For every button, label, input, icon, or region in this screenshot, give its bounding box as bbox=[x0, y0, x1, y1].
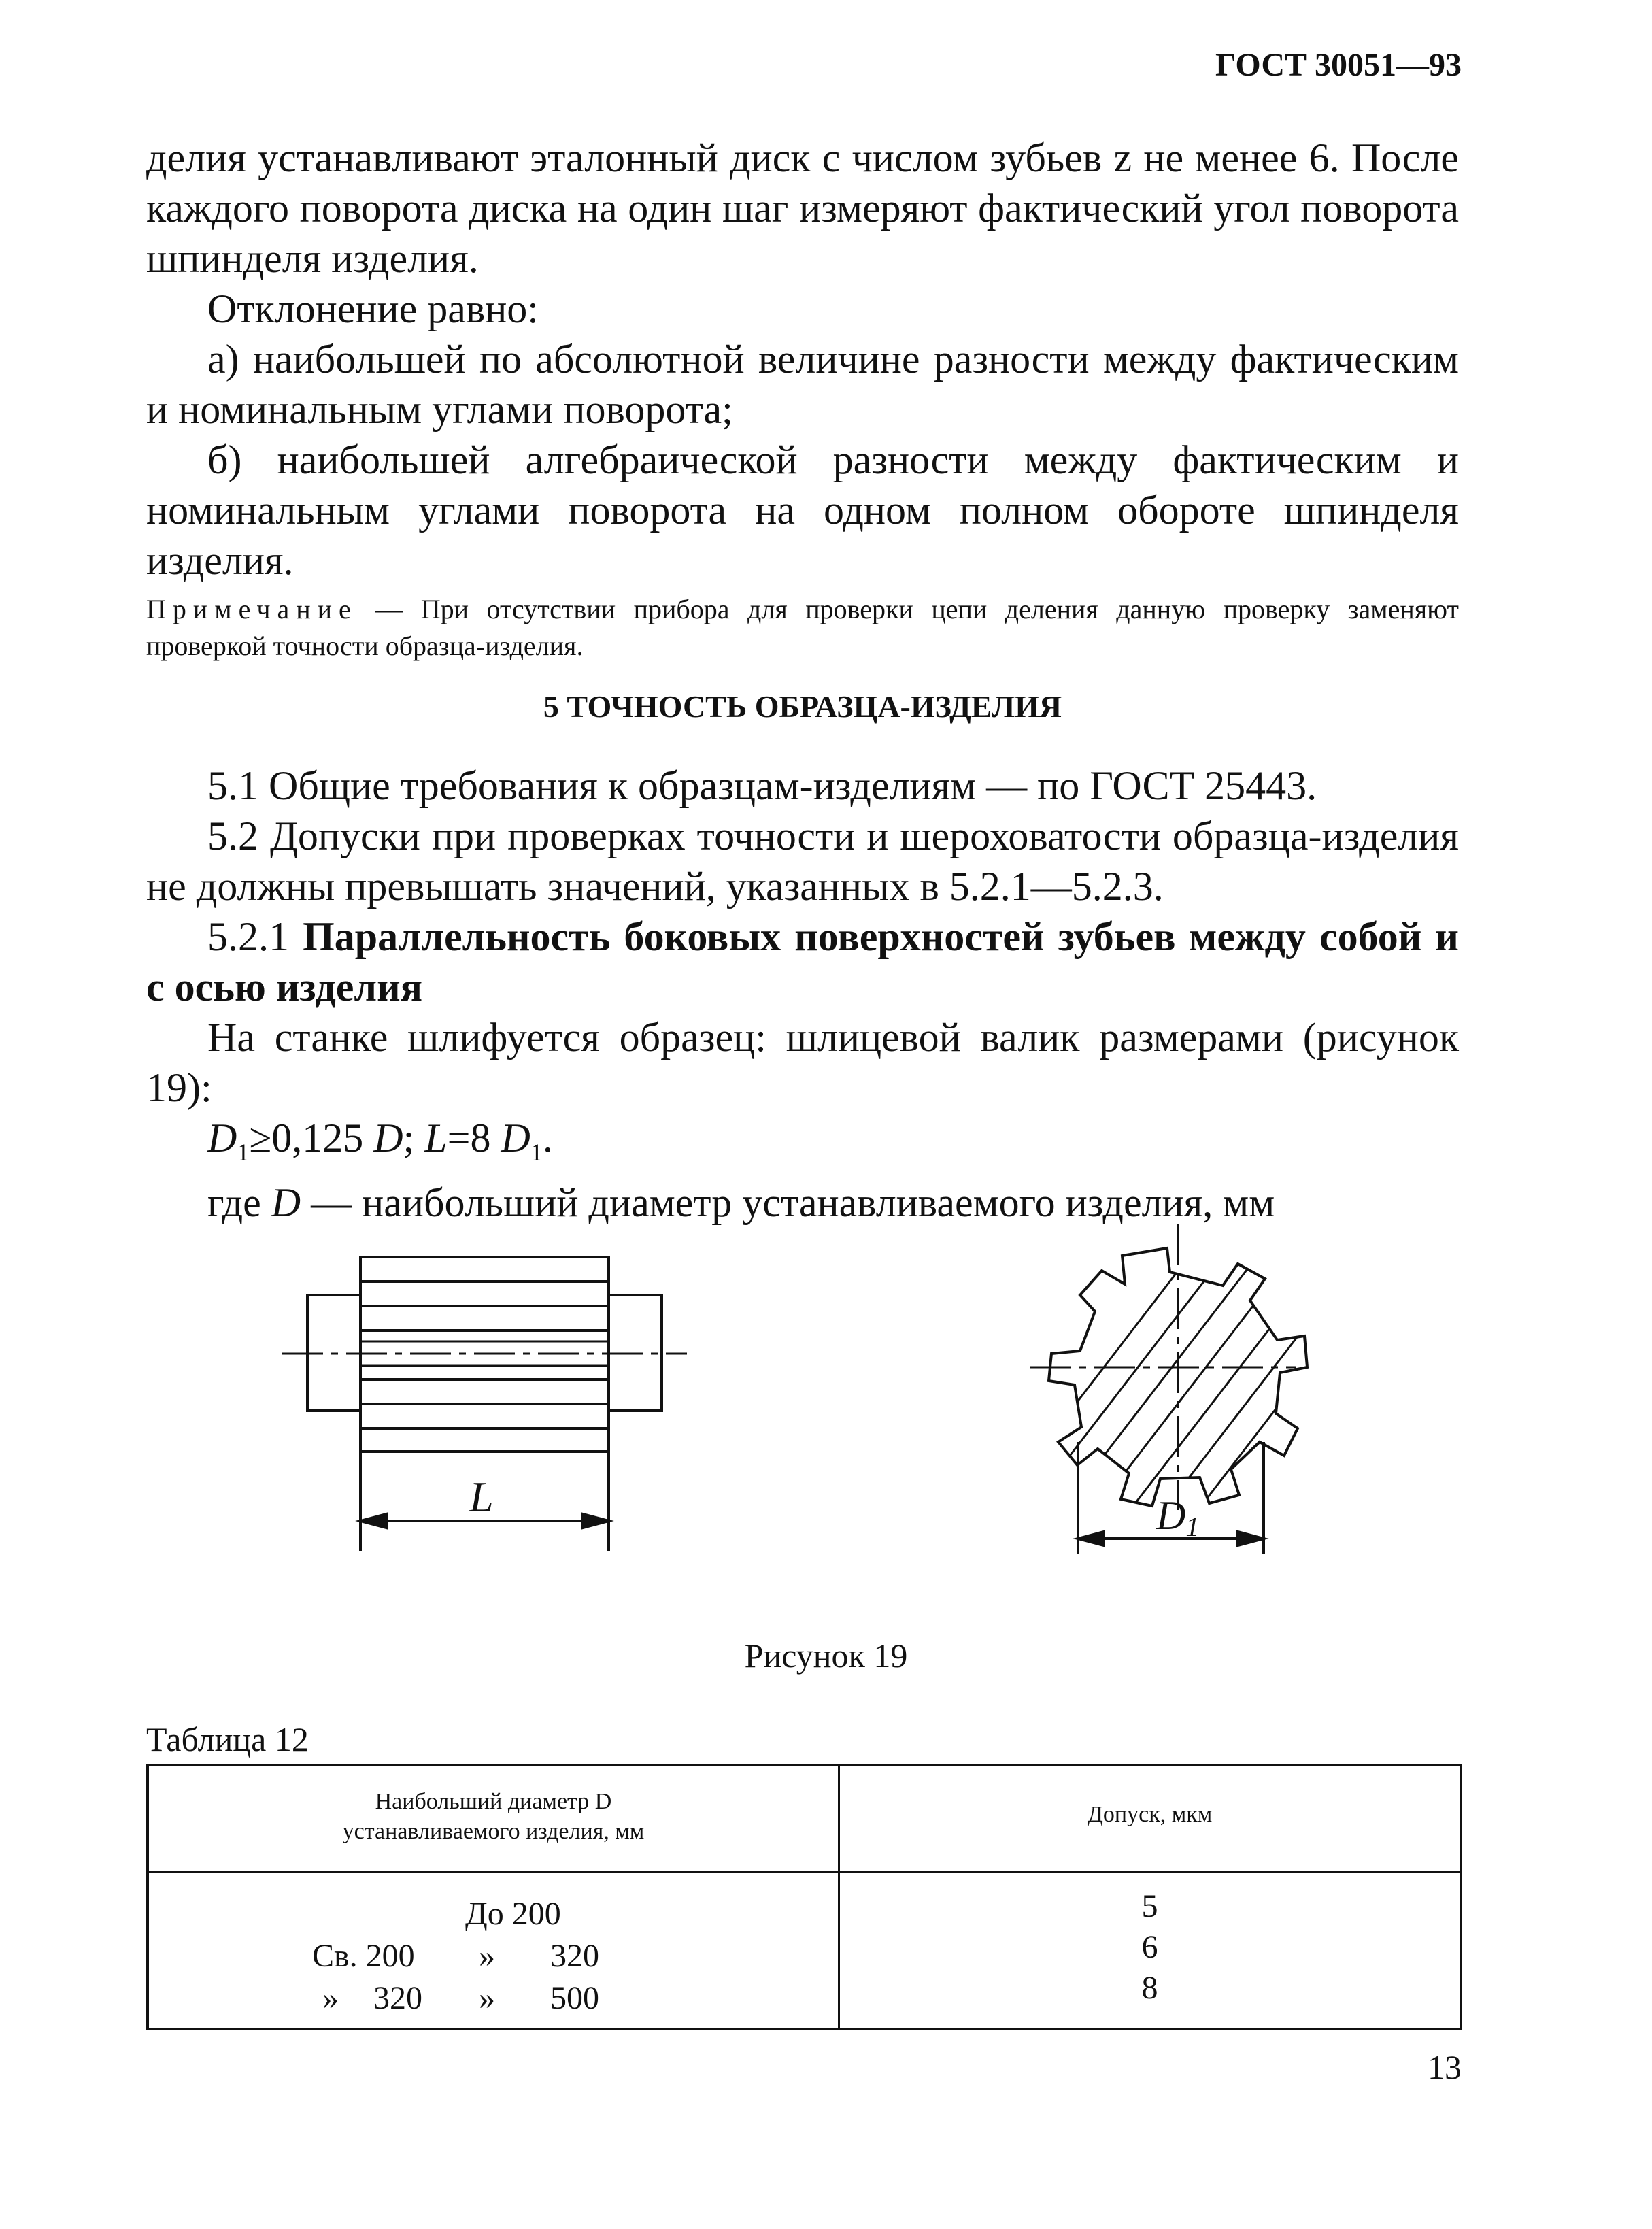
paragraph-5-2-1-number: 5.2.1 bbox=[207, 914, 303, 959]
note-text: — При отсутствии прибора для проверки цепи деления данную проверку заменяют проверкой точности образца-изделия. bbox=[146, 594, 1459, 661]
formula-var-d1: D bbox=[207, 1116, 237, 1160]
table-column-tolerance bbox=[840, 1886, 1460, 2009]
label-diameter-sub: 1 bbox=[1185, 1511, 1200, 1542]
table-header-divider bbox=[149, 1871, 1460, 1873]
table-label: Таблица 12 bbox=[146, 1720, 309, 1758]
paragraph-5-1: 5.1 Общие требования к образцам-изделиям — по ГОСТ 25443. bbox=[207, 763, 1317, 808]
table-cell-range: 320 bbox=[373, 1980, 422, 2016]
paragraph-deviation: Отклонение равно: bbox=[207, 286, 539, 331]
table-cell-range: До 200 bbox=[465, 1896, 561, 1932]
label-diameter bbox=[1156, 1493, 1199, 1542]
note-label: Примечание bbox=[146, 594, 358, 624]
table-12 bbox=[146, 1764, 1462, 2030]
where-rest: — наибольший диаметр устанавливаемого изделия, мм bbox=[301, 1180, 1275, 1225]
table-row bbox=[149, 1935, 838, 1977]
paragraph-item-a: а) наибольшей по абсолютной величине разности между фактическим и номинальным углами поворота; bbox=[146, 337, 1459, 432]
formula-sub-2: 1 bbox=[530, 1139, 543, 1166]
table-row bbox=[149, 1893, 838, 1935]
table-header-diameter bbox=[149, 1787, 838, 1847]
formula-var-d1b: D bbox=[501, 1116, 530, 1160]
table-header-diameter-line1: Наибольший диаметр D bbox=[375, 1789, 612, 1814]
table-cell-range: 320 bbox=[550, 1938, 599, 1974]
table-cell-value: 5 bbox=[1141, 1888, 1158, 1924]
table-cell-range: » bbox=[322, 1980, 339, 2016]
page-number: 13 bbox=[1428, 2048, 1462, 2086]
label-length: L bbox=[469, 1473, 494, 1521]
table-header-diameter-line2: устанавливаемого изделия, мм bbox=[342, 1819, 645, 1844]
table-cell-range: 500 bbox=[550, 1980, 599, 2016]
formula-part-1: ≥0,125 bbox=[249, 1116, 374, 1160]
paragraph-sample: На станке шлифуется образец: шлицевой валик размерами (рисунок 19): bbox=[146, 1015, 1459, 1110]
table-cell-range: » bbox=[479, 1938, 495, 1974]
table-cell-value: 8 bbox=[1141, 1970, 1158, 2006]
document-code: ГОСТ 30051—93 bbox=[1215, 47, 1462, 83]
table-column-diameter bbox=[149, 1893, 838, 2019]
table-cell-range: » bbox=[479, 1980, 495, 2016]
table-cell-range: Св. 200 bbox=[312, 1938, 415, 1974]
section-title: 5 ТОЧНОСТЬ ОБРАЗЦА-ИЗДЕЛИЯ bbox=[543, 689, 1062, 724]
where-var: D bbox=[271, 1180, 301, 1225]
figure-caption: Рисунок 19 bbox=[744, 1637, 908, 1675]
formula-end: . bbox=[542, 1116, 553, 1160]
where-prefix: где bbox=[207, 1180, 271, 1225]
table-header-tolerance: Допуск, мкм bbox=[1087, 1802, 1213, 1827]
paragraph-item-b: б) наибольшей алгебраической разности между фактическим и номинальным углами поворота на одном полном обороте шпинделя изделия. bbox=[146, 437, 1459, 583]
table-row bbox=[149, 1977, 838, 2019]
formula-var-d: D bbox=[373, 1116, 403, 1160]
label-diameter-main: D bbox=[1156, 1493, 1186, 1538]
paragraph-continuation: делия устанавливают эталонный диск с числом зубьев z не менее 6. После каждого поворота диска на один шаг измеряют фактический угол поворота шпинделя изделия. bbox=[146, 135, 1459, 281]
formula-part-2: =8 bbox=[447, 1116, 501, 1160]
formula-sub-1: 1 bbox=[237, 1139, 250, 1166]
paragraph-5-2: 5.2 Допуски при проверках точности и шероховатости образца-изделия не должны превышать значений, указанных в 5.2.1—5.2.3. bbox=[146, 814, 1459, 909]
formula-var-l: L bbox=[424, 1116, 448, 1160]
formula-sep: ; bbox=[403, 1116, 425, 1160]
paragraph-5-2-1-title: Параллельность боковых поверхностей зубьев между собой и с осью изделия bbox=[146, 914, 1459, 1009]
table-cell-value: 6 bbox=[1141, 1929, 1158, 1965]
